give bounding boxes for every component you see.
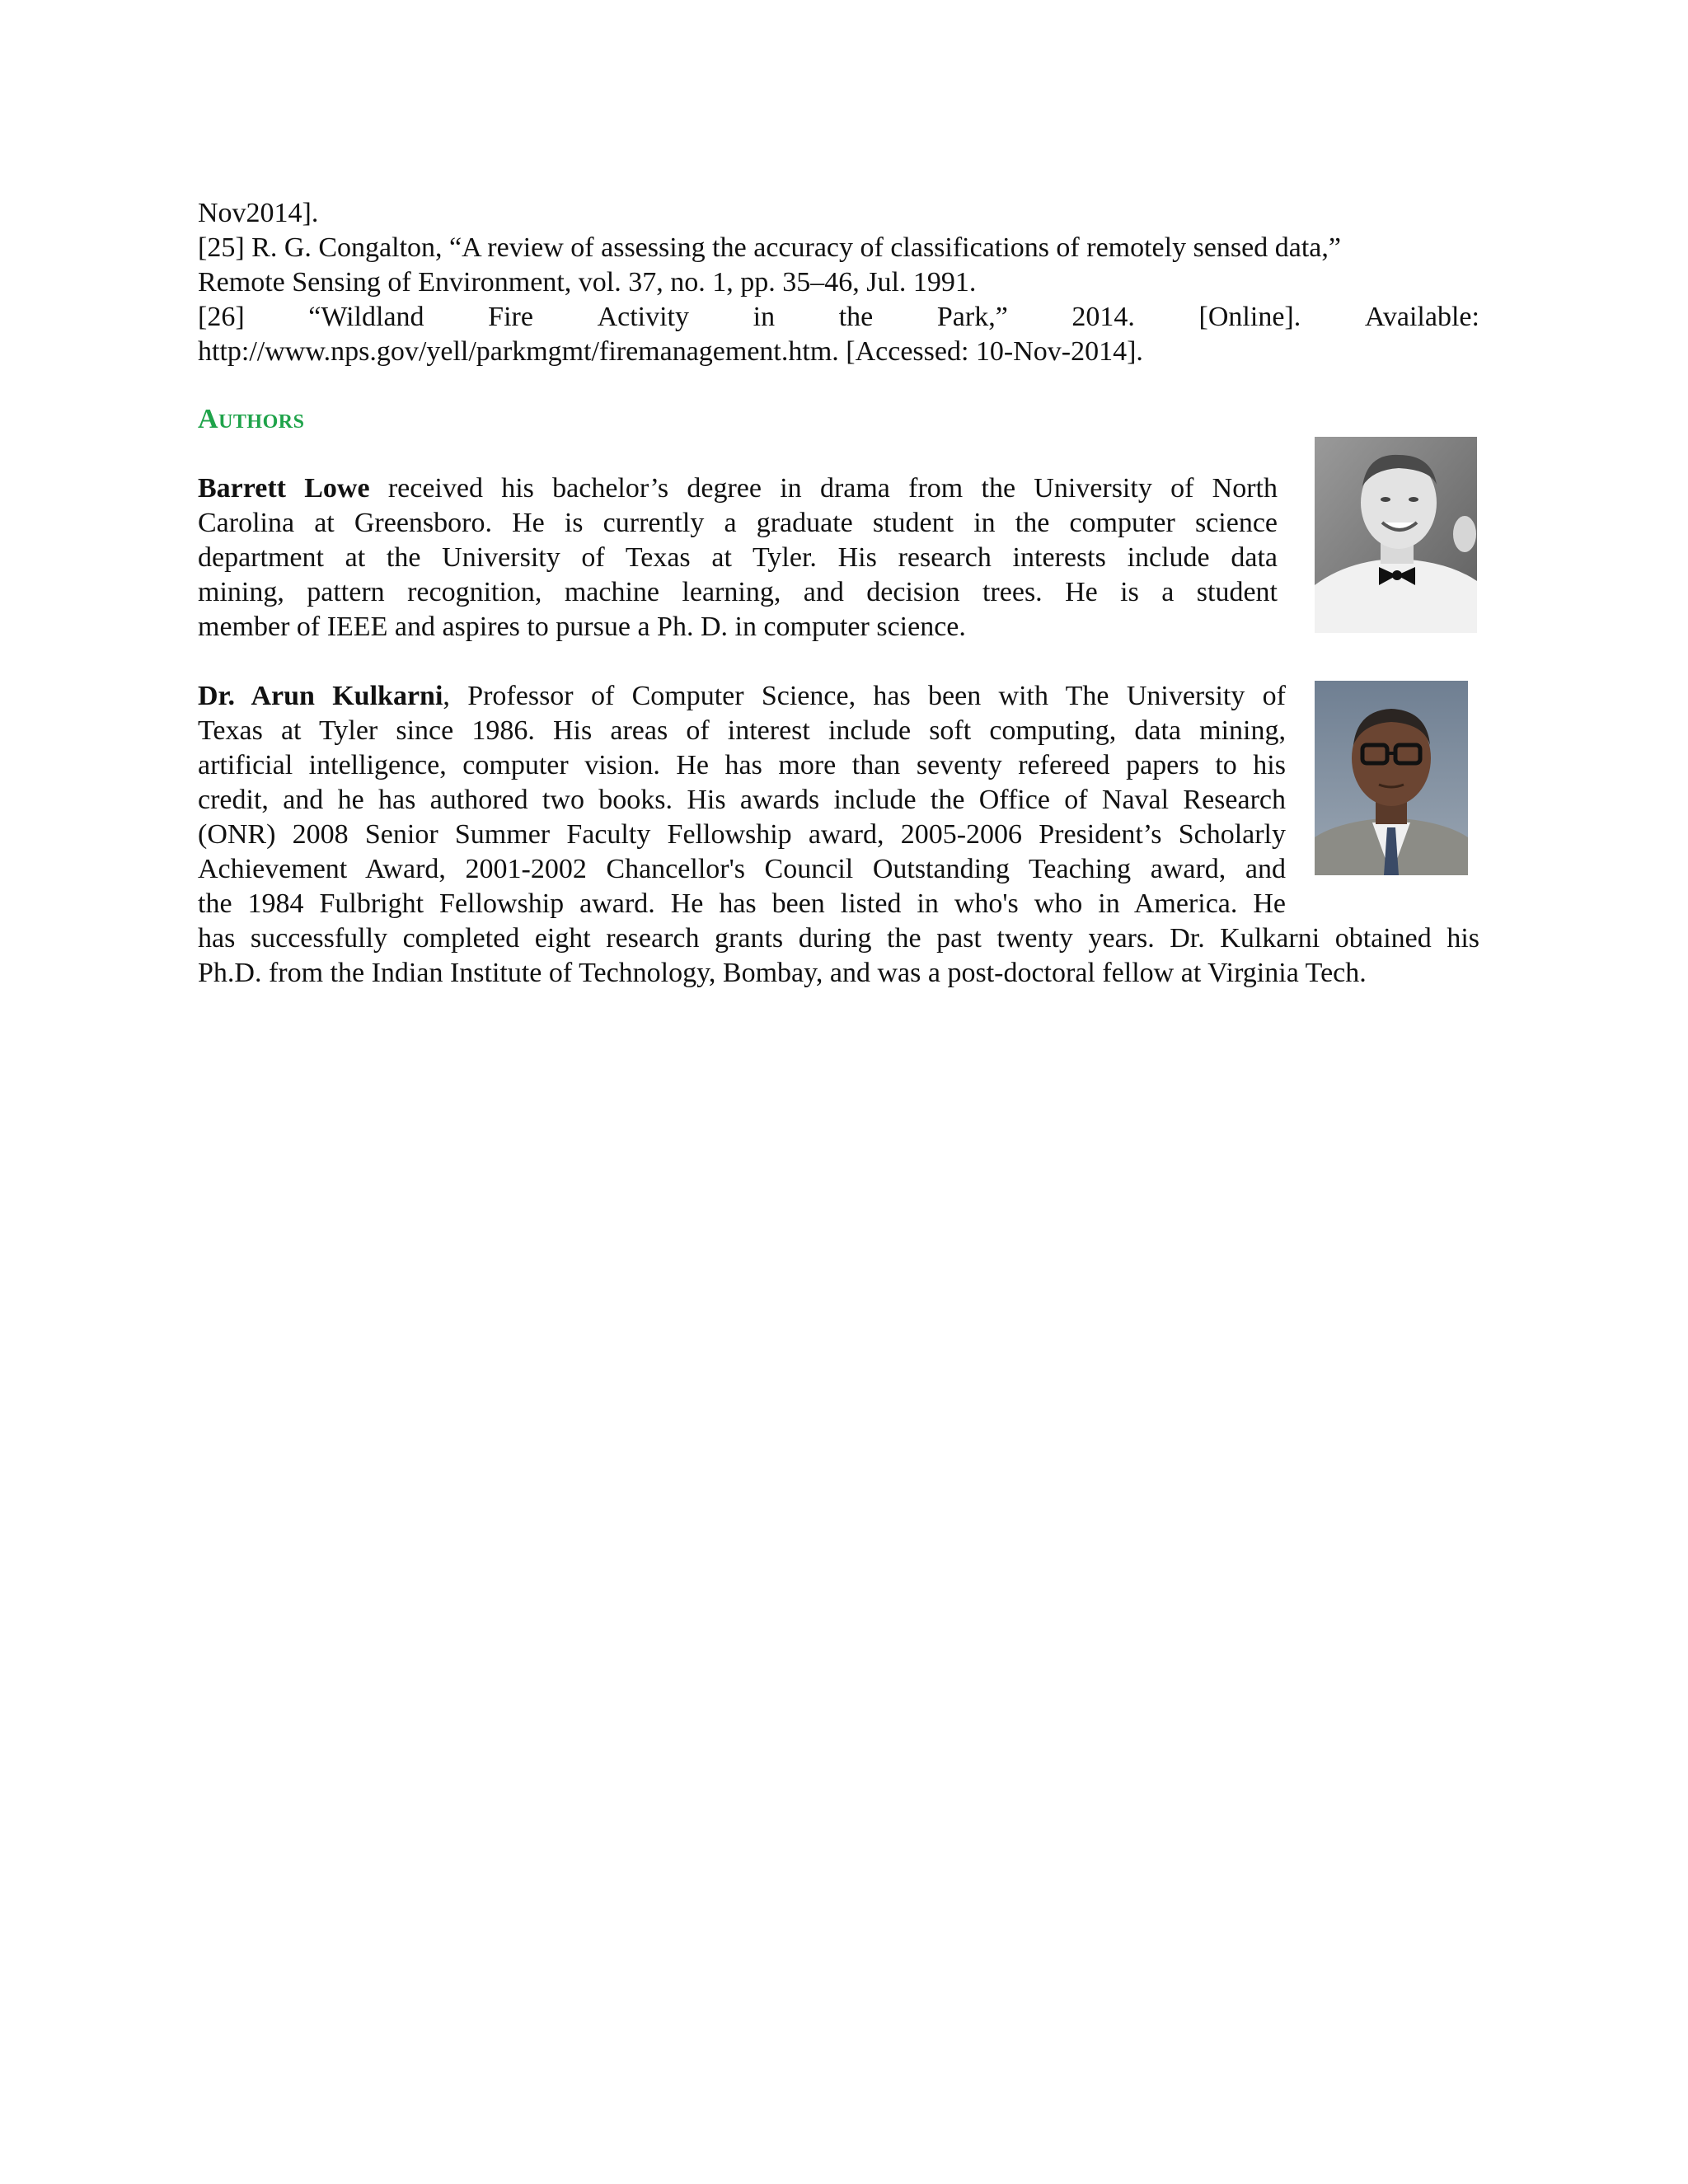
bio-line: artificial intelligence, computer vision. He has more than seventy refereed papers to his — [198, 750, 1286, 780]
bio-line: Achievement Award, 2001-2002 Chancellor's Council Outstanding Teaching award, and — [198, 854, 1286, 884]
bio-line: the 1984 Fulbright Fellowship award. He has been listed in who's who in America. He — [198, 888, 1286, 919]
bio-line — [198, 471, 1278, 506]
reference-continuation: Nov2014]. — [198, 198, 319, 228]
bio-line: (ONR) 2008 Senior Summer Faculty Fellowship award, 2005-2006 President’s Scholarly — [198, 819, 1286, 850]
ref26-word: [Online]. — [1198, 302, 1301, 332]
bio-wrapped-section — [198, 679, 1286, 921]
bio-line: department at the University of Texas at Tyler. His research interests include data — [198, 542, 1278, 573]
reference-25-line-2: Remote Sensing of Environment, vol. 37, no. 1, pp. 35–46, Jul. 1991. — [198, 267, 977, 298]
ref26-word: [26] — [198, 302, 245, 332]
bio-line: has successfully completed eight research grants during the past twenty years. Dr. Kulkarni obtained his — [198, 923, 1479, 954]
ref26-word: Available: — [1364, 302, 1479, 332]
bio-text: received his bachelor’s degree in drama from the University of North — [369, 473, 1278, 504]
reference-26-line-2: http://www.nps.gov/yell/parkmgmt/firemanagement.htm. [Accessed: 10-Nov-2014]. — [198, 336, 1143, 367]
bio-text: , Professor of Computer Science, has been with The University of — [443, 681, 1286, 711]
ref26-word: the — [838, 302, 874, 332]
ref26-word: Fire — [488, 302, 533, 332]
bio-line — [198, 679, 1286, 714]
author-arun-kulkarni — [198, 679, 1479, 991]
author-name: Barrett Lowe — [198, 473, 370, 504]
author-photo-arun-kulkarni — [1315, 681, 1468, 875]
author-name: Dr. Arun Kulkarni — [198, 681, 443, 711]
author-bio-barrett-lowe — [198, 471, 1278, 644]
bio-line: Ph.D. from the Indian Institute of Technology, Bombay, and was a post-doctoral fellow at Virginia Tech. — [198, 958, 1367, 988]
ref26-word: in — [753, 302, 776, 332]
reference-26-line-1 — [198, 300, 1479, 335]
ref26-word: 2014. — [1071, 302, 1135, 332]
reference-25-line-1: [25] R. G. Congalton, “A review of assessing the accuracy of classifications of remotely sensed data,” — [198, 232, 1341, 263]
bio-line: Texas at Tyler since 1986. His areas of interest include soft computing, data mining, — [198, 715, 1286, 746]
bio-line: mining, pattern recognition, machine learning, and decision trees. He is a student — [198, 577, 1278, 607]
author-barrett-lowe — [198, 471, 1479, 644]
authors-heading-initial: A — [198, 404, 219, 434]
bio-line: Carolina at Greensboro. He is currently a graduate student in the computer science — [198, 508, 1278, 538]
ref26-word: Activity — [597, 302, 689, 332]
ref26-word: “Wildland — [308, 302, 424, 332]
authors-heading — [198, 402, 1479, 437]
ref26-word: Park,” — [936, 302, 1008, 332]
page-content — [198, 196, 1479, 991]
authors-heading-rest: uthors — [218, 404, 305, 434]
bio-line: credit, and he has authored two books. His awards include the Office of Naval Research — [198, 785, 1286, 815]
author-bio-arun-kulkarni — [198, 679, 1479, 991]
author-photo-barrett-lowe — [1315, 437, 1477, 633]
bio-line: member of IEEE and aspires to pursue a Ph. D. in computer science. — [198, 612, 966, 642]
